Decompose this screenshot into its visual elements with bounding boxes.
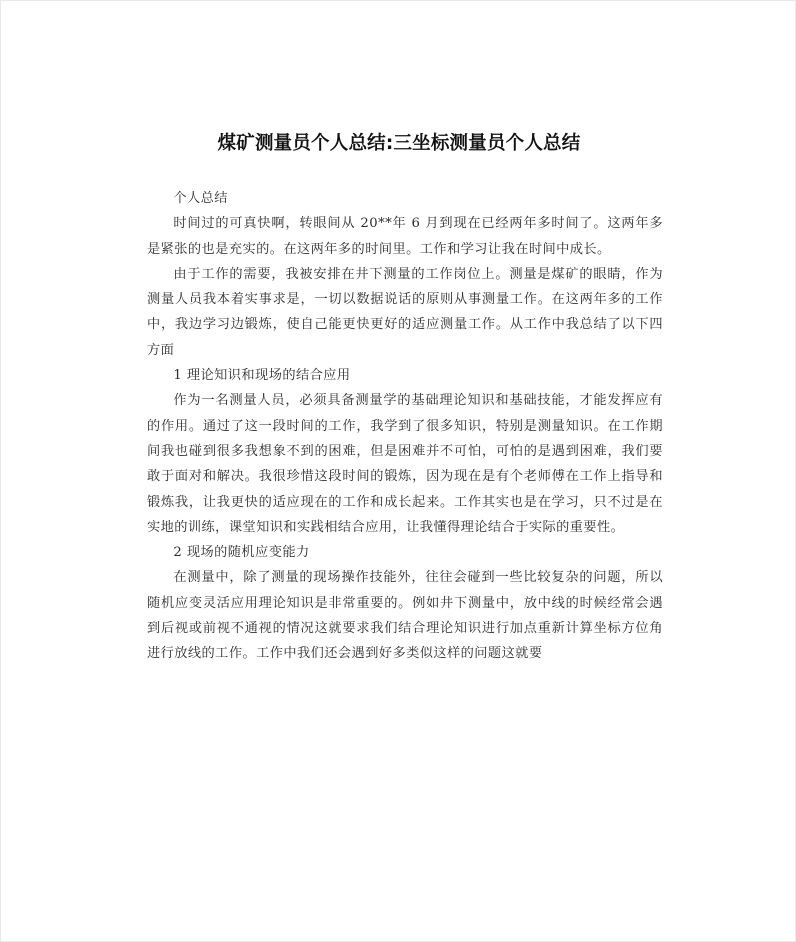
section-heading-2: 2 现场的随机应变能力 — [173, 545, 310, 561]
paragraph-intro: 时间过的可真快啊，转眼间从 20**年 6 月到现在已经两年多时间了。这两年多是紧张的也是充实的。在这两年多的时间里。工作和学习让我在时间中成长。 — [147, 216, 663, 257]
section-heading-1: 1 理论知识和现场的结合应用 — [173, 368, 351, 384]
document-title: 煤矿测量员个人总结:三坐标测量员个人总结 — [217, 133, 581, 154]
document-body — [147, 186, 663, 667]
paragraph-theory-practice: 作为一名测量人员，必须具备测量学的基础理论知识和基础技能，才能发挥应有的作用。通过了这一段时间的工作，我学到了很多知识，特别是测量知识。在工作期间我也碰到很多我想象不到的困难，但是困难并不可怕，可怕的是遇到困难，我们要敢于面对和解决。我很珍惜这段时间的锻炼，因为现在是有个老师傅在工作上指导和锻炼我，让我更快的适应现在的工作和成长起来。工作其实也是在学习，只不过是在实地的训练，课堂知识和实践相结合应用，让我懂得理论结合于实际的重要性。 — [147, 393, 663, 535]
paragraph-job-assignment: 由于工作的需要，我被安排在井下测量的工作岗位上。测量是煤矿的眼睛，作为测量人员我本着实事求是，一切以数据说话的原则从事测量工作。在这两年多的工作中，我边学习边锻炼，使自己能更快更好的适应测量工作。从工作中我总结了以下四方面 — [147, 266, 663, 358]
paragraph-heading-personal-summary: 个人总结 — [173, 191, 228, 206]
paragraph-adaptability: 在测量中，除了测量的现场操作技能外，往往会碰到一些比较复杂的问题，所以随机应变灵活应用理论知识是非常重要的。例如井下测量中，放中线的时候经常会遇到后视或前视不通视的情况这就要求我们结合理论知识进行加点重新计算坐标方位角进行放线的工作。工作中我们还会遇到好多类似这样的问题这就要 — [147, 570, 663, 662]
